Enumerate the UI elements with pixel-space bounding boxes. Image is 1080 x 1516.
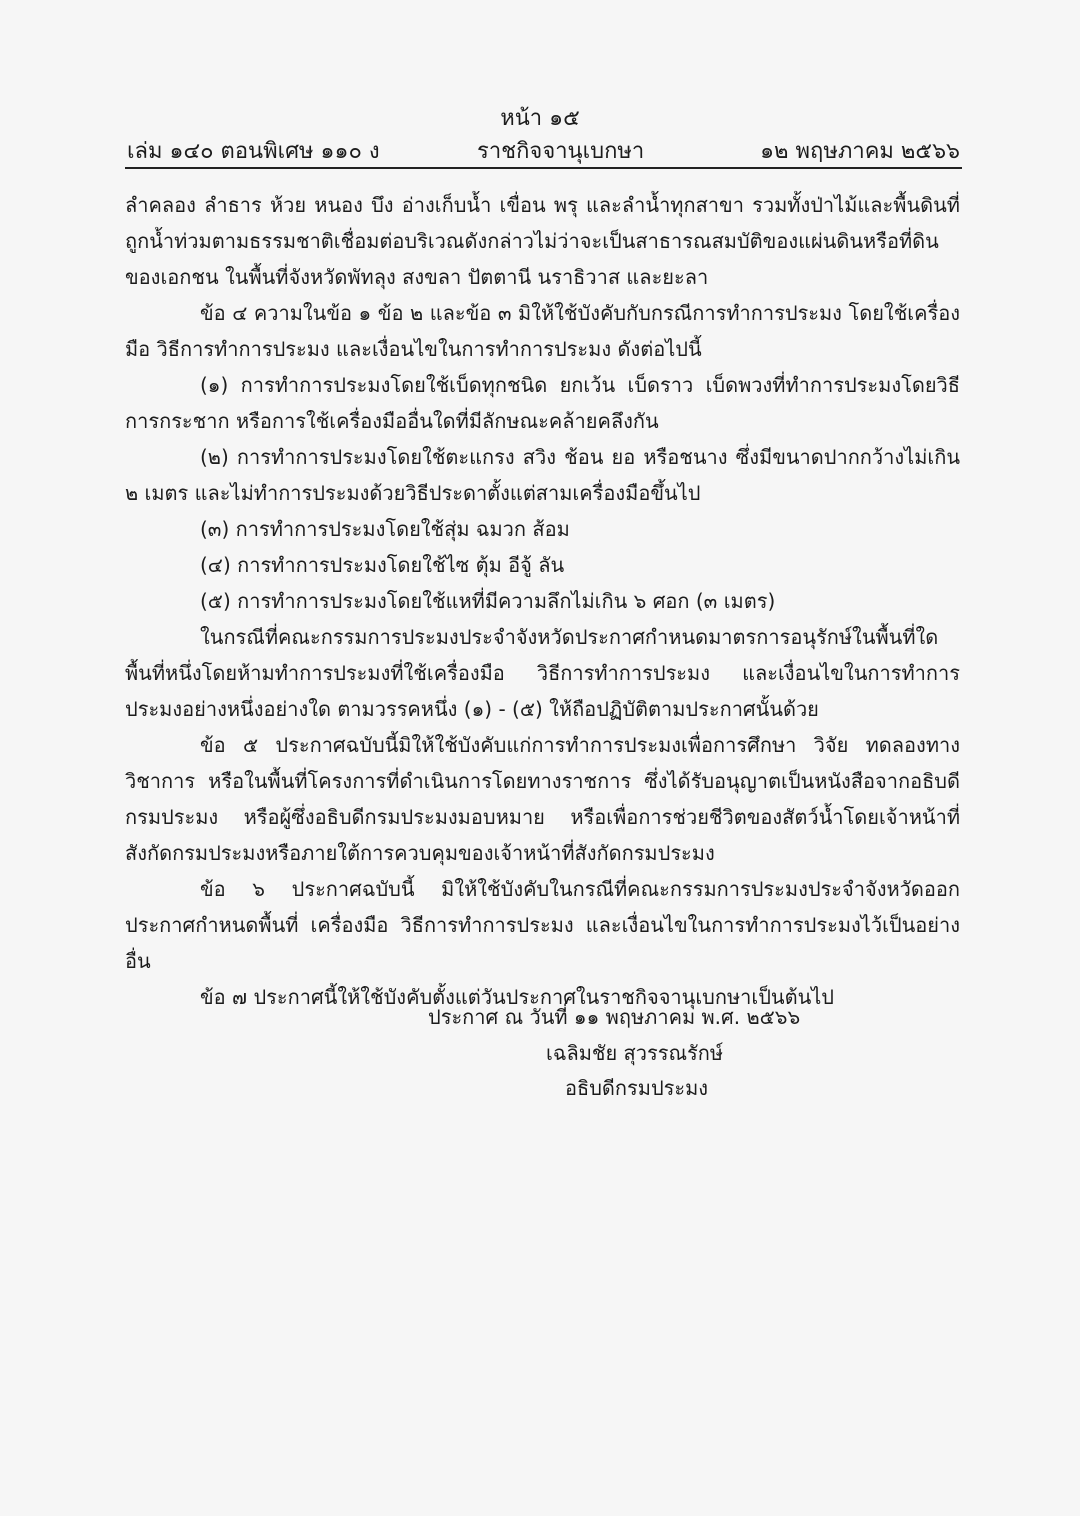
item-3: (๓) การทำการประมงโดยใช้สุ่ม ฉมวก ส้อม [200, 517, 570, 541]
gazette-name: ราชกิจจานุเบกษา [477, 139, 645, 164]
header-divider [125, 167, 962, 169]
signatory-title: อธิบดีกรมประมง [565, 1076, 709, 1100]
publication-date: ๑๒ พฤษภาคม ๒๕๖๖ [760, 139, 960, 164]
announcement-date: ประกาศ ณ วันที่ ๑๑ พฤษภาคม พ.ศ. ๒๕๖๖ [428, 1005, 801, 1029]
gazette-header [127, 133, 960, 165]
item-2: (๒) การทำการประมงโดยใช้ตะแกรง สวิง ช้อน ยอ หรือชนาง ซึ่งมีขนาดปากกว้างไม่เกิน ๒ เมตร และไม่ทำการประมงด้วยวิธีประดาตั้งแต่สามเครื่องมือขึ้นไป [125, 445, 960, 505]
item-5: (๕) การทำการประมงโดยใช้แหที่มีความลึกไม่เกิน ๖ ศอก (๓ เมตร) [200, 589, 776, 613]
clause-7: ข้อ ๗ ประกาศนี้ให้ใช้บังคับตั้งแต่วันประกาศในราชกิจจานุเบกษาเป็นต้นไป [200, 985, 835, 1009]
page-number: หน้า ๑๕ [500, 106, 580, 131]
item-4: (๔) การทำการประมงโดยใช้ไซ ตุ้ม อีจู้ ลัน [200, 553, 565, 577]
clause-6: ข้อ ๖ ประกาศฉบับนี้ มิให้ใช้บังคับในกรณีที่คณะกรรมการประมงประจำจังหวัดออกประกาศกำหนดพื้นที่ เครื่องมือ วิธีการทำการประมง และเงื่อนไขในการทำการประมงไว้เป็นอย่างอื่น [125, 877, 960, 973]
document-body [125, 187, 960, 1015]
clause-4-paragraph-2: ในกรณีที่คณะกรรมการประมงประจำจังหวัดประกาศกำหนดมาตรการอนุรักษ์ในพื้นที่ใดพื้นที่หนึ่งโดยห้ามทำการประมงที่ใช้เครื่องมือ วิธีการทำการประมง และเงื่อนไขในการทำการประมงอย่างหนึ่งอย่างใด ตามวรรคหนึ่ง (๑) - (๕) ให้ถือปฏิบัติตามประกาศนั้นด้วย [125, 625, 960, 721]
paragraph-continuation: ลำคลอง ลำธาร ห้วย หนอง บึง อ่างเก็บน้ำ เขื่อน พรุ และลำน้ำทุกสาขา รวมทั้งป่าไม้และพื้นดินที่ถูกน้ำท่วมตามธรรมชาติเชื่อมต่อบริเวณดังกล่าวไม่ว่าจะเป็นสาธารณสมบัติของแผ่นดินหรือที่ดินของเอกชน ในพื้นที่จังหวัดพัทลุง สงขลา ปัตตานี นราธิวาส และยะลา [125, 193, 960, 289]
item-1: (๑) การทำการประมงโดยใช้เบ็ดทุกชนิด ยกเว้น เบ็ดราว เบ็ดพวงที่ทำการประมงโดยวิธีการกระชาก หรือการใช้เครื่องมืออื่นใดที่มีลักษณะคล้ายคลึงกัน [125, 373, 960, 433]
signatory-name: เฉลิมชัย สุวรรณรักษ์ [546, 1041, 724, 1065]
clause-4: ข้อ ๔ ความในข้อ ๑ ข้อ ๒ และข้อ ๓ มิให้ใช้บังคับกับกรณีการทำการประมง โดยใช้เครื่องมือ วิธีการทำการประมง และเงื่อนไขในการทำการประมง ดังต่อไปนี้ [125, 301, 960, 361]
clause-5: ข้อ ๕ ประกาศฉบับนี้มิให้ใช้บังคับแก่การทำการประมงเพื่อการศึกษา วิจัย ทดลองทางวิชาการ หรือในพื้นที่โครงการที่ดำเนินการโดยทางราชการ ซึ่งได้รับอนุญาตเป็นหนังสือจากอธิบดีกรมประมง หรือผู้ซึ่งอธิบดีกรมประมงมอบหมาย หรือเพื่อการช่วยชีวิตของสัตว์น้ำโดยเจ้าหน้าที่สังกัดกรมประมงหรือภายใต้การควบคุมของเจ้าหน้าที่สังกัดกรมประมง [125, 733, 960, 865]
volume-issue: เล่ม ๑๔๐ ตอนพิเศษ ๑๑๐ ง [127, 139, 380, 164]
